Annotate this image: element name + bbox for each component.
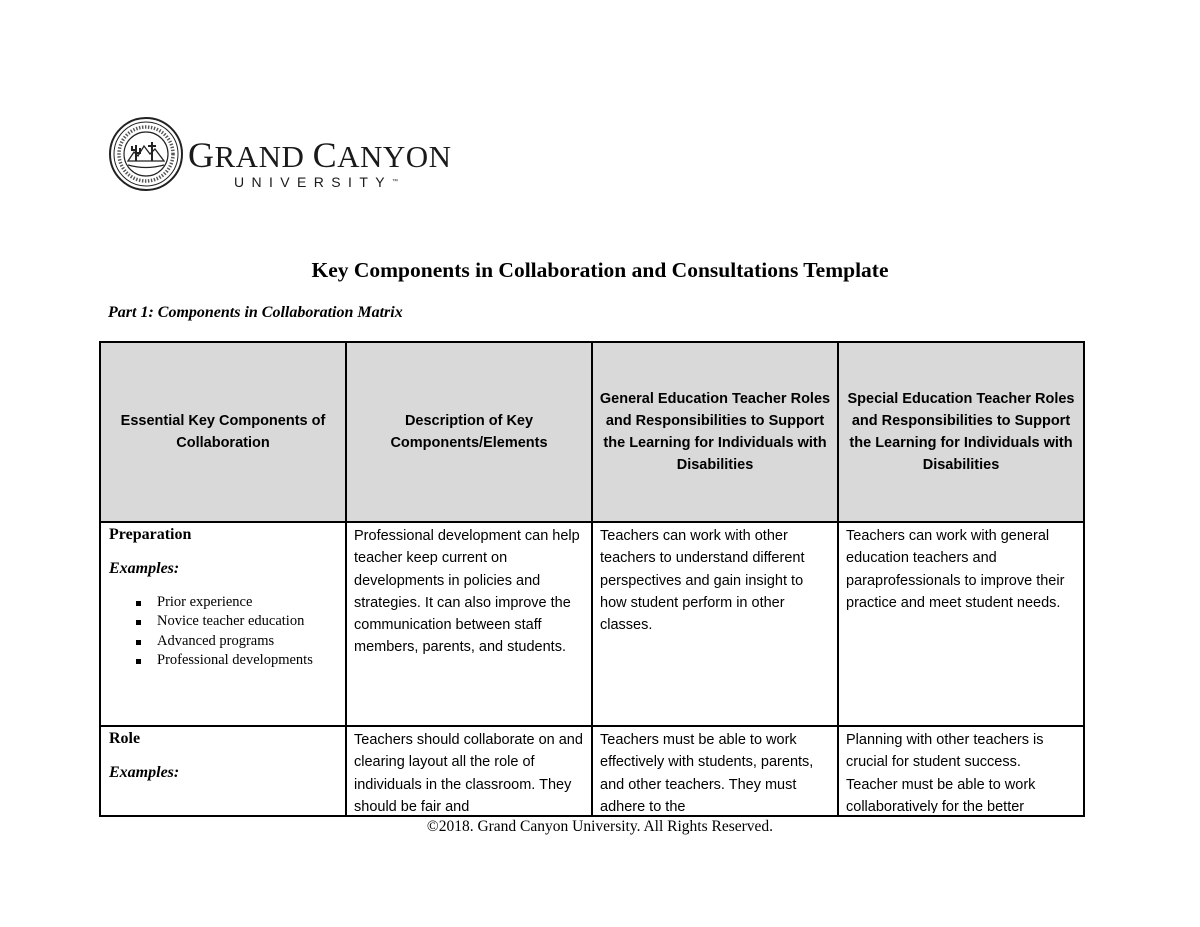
description-cell	[346, 726, 592, 816]
document-title: Key Components in Collaboration and Consultations Template	[311, 258, 889, 282]
table-row	[100, 522, 1084, 726]
general-ed-cell	[592, 522, 838, 726]
component-cell	[100, 726, 346, 816]
examples-label: Examples:	[109, 560, 180, 577]
component-name: Role	[109, 730, 141, 747]
copyright-footer: ©2018. Grand Canyon University. All Rights Reserved.	[426, 818, 774, 835]
example-item: Advanced programs	[136, 632, 345, 651]
description-text: Professional development can help teacher keep current on developments in policies and strategies. It can also improve the communication between staff members, parents, and students.	[354, 528, 580, 656]
special-ed-cell	[838, 522, 1084, 726]
examples-label: Examples:	[109, 764, 180, 781]
header-special-ed-roles: Special Education Teacher Roles and Responsibilities to Support the Learning for Individuals with Disabilities	[838, 342, 1084, 522]
part-label: Part 1: Components in Collaboration Matrix	[108, 304, 403, 321]
general-ed-text: Teachers must be able to work effectively with students, parents, and other teachers. They must adhere to the	[600, 732, 814, 813]
example-item: Professional developments	[136, 651, 345, 670]
component-name: Preparation	[109, 526, 192, 543]
university-wordmark: GRAND CANYON	[188, 135, 452, 175]
table-header-row	[100, 342, 1084, 522]
general-ed-cell	[592, 726, 838, 816]
header-description: Description of Key Components/Elements	[346, 342, 592, 522]
example-item: Prior experience	[136, 593, 345, 612]
description-text: Teachers should collaborate on and clearing layout all the role of individuals in the classroom. They should be fair and	[354, 732, 583, 813]
header-general-ed-roles: General Education Teacher Roles and Responsibilities to Support the Learning for Individuals with Disabilities	[592, 342, 838, 522]
special-ed-text: Teachers can work with general education teachers and paraprofessionals to improve their practice and meet student needs.	[846, 528, 1065, 611]
university-logo	[108, 116, 452, 192]
special-ed-text: Planning with other teachers is crucial for student success. Teacher must be able to work collaboratively for the better	[846, 732, 1044, 813]
collaboration-matrix-table	[99, 341, 1085, 817]
examples-list	[101, 593, 345, 670]
example-item: Novice teacher education	[136, 612, 345, 631]
university-seal-icon	[108, 116, 184, 192]
description-cell	[346, 522, 592, 726]
university-subtitle: UNIVERSITY™	[234, 174, 399, 190]
component-cell	[100, 522, 346, 726]
header-essential-components: Essential Key Components of Collaboration	[100, 342, 346, 522]
table-row	[100, 726, 1084, 816]
general-ed-text: Teachers can work with other teachers to understand different perspectives and gain insight to how student perform in other classes.	[600, 528, 805, 634]
special-ed-cell	[838, 726, 1084, 816]
